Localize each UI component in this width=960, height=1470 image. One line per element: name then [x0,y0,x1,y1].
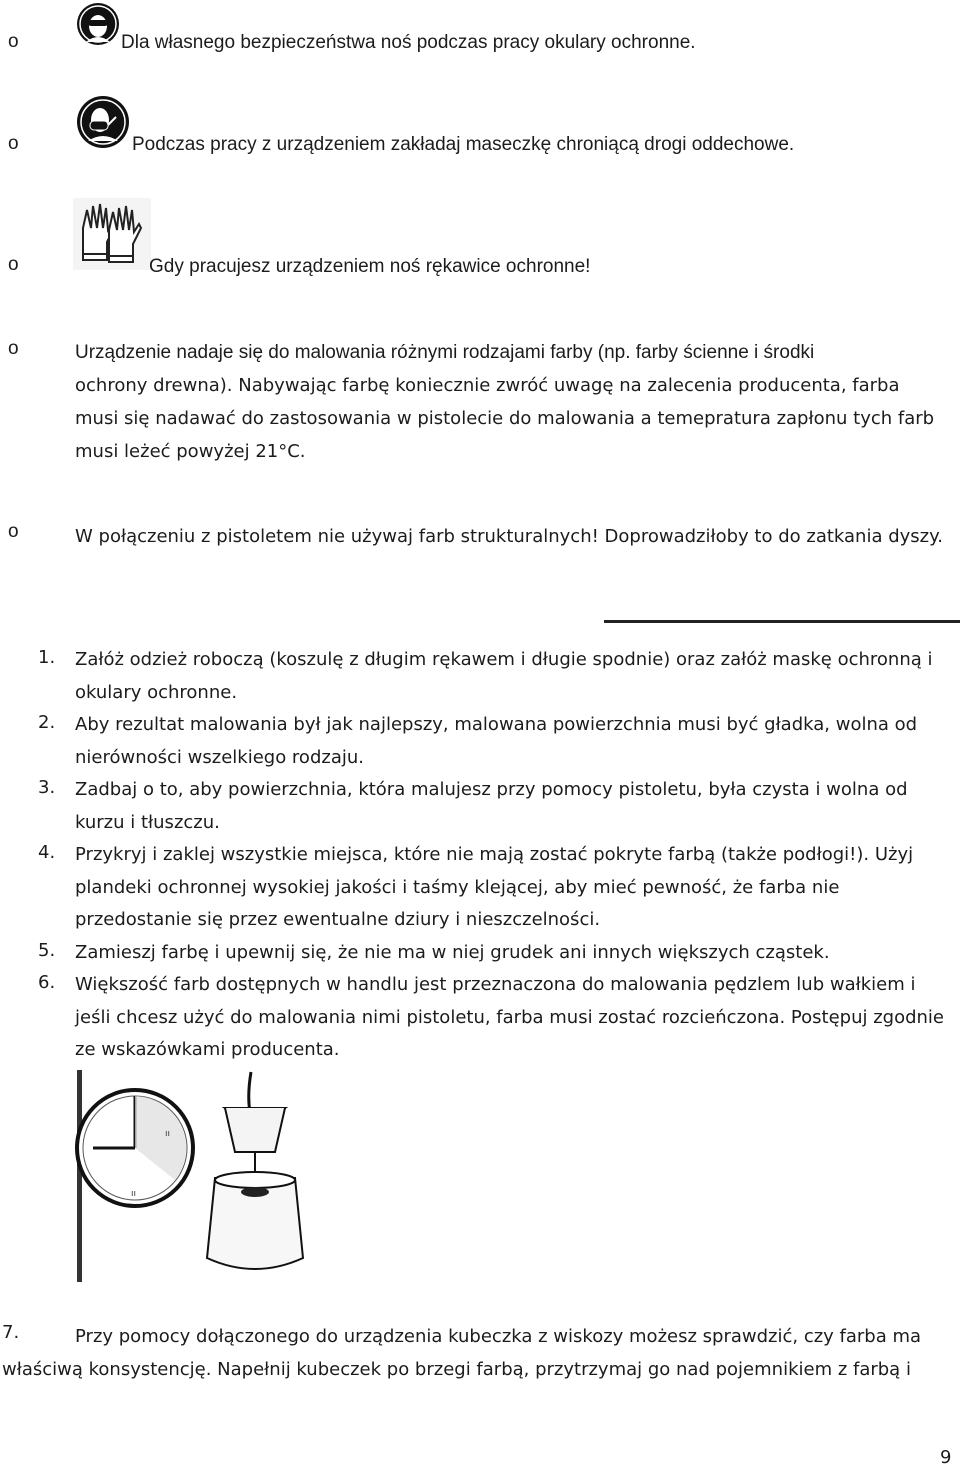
step7-line1: Przy pomocy dołączonego do urządzenia kubeczka z wiskozy możesz sprawdzić, czy farba ma [75,1326,922,1347]
step-text: Przykryj i zaklej wszystkie miejsca, które nie mają zostać pokryte farbą (także podłogi!). Użyj plandeki ochronnej wysokiej jakości i taśmy klejącej, aby mieć pewność, że farba nie przedostanie się przez ewentualne dziury i nieszczelności. [75,844,914,930]
step-text: Zadbaj o to, aby powierzchnia, która malujesz przy pomocy pistoletu, była czysta i wolna od kurzu i tłuszczu. [75,779,908,833]
mask-instruction: Podczas pracy z urządzeniem zakładaj maseczkę chroniącą drogi oddechowe. [132,134,795,155]
goggles-instruction: Dla własnego bezpieczeństwa noś podczas pracy okulary ochronne. [121,32,696,53]
step-number: 2. [38,712,56,733]
step-text: Zamieszj farbę i upewnij się, że nie ma w niej grudek ani innych większych cząstek. [75,942,830,963]
step-number: 1. [38,647,56,668]
svg-text:ıı: ıı [131,1189,137,1199]
paint-paragraph-rest: ochrony drewna). Nabywając farbę koniecznie zwróć uwagę na zalecenia producenta, farba musi się nadawać do zastosowania w pistolecie do malowania a temepratura zapłonu tych farb musi leżeć powyżej 21°C. [75,375,935,462]
step7-line2: właściwą konsystencję. Napełnij kubeczek po brzegi farbą, przytrzymaj go nad pojemnikiem z farbą i [2,1359,911,1380]
viscosity-test-illustration [75,1068,375,1291]
bullet-marker: o [8,133,19,154]
section-divider [604,620,960,623]
step-text: Aby rezultat malowania był jak najlepszy, malowana powierzchnia musi być gładka, wolna od nierówności wszelkiego rodzaju. [75,714,918,768]
gloves-instruction: Gdy pracujesz urządzeniem noś rękawice ochronne! [149,256,591,277]
step-number: 3. [38,777,56,798]
bullet-marker: o [8,521,19,542]
safety-goggles-icon [76,2,120,51]
protective-gloves-icon [73,198,151,275]
paint-paragraph-first-line: Urządzenie nadaje się do malowania różnymi rodzajami farby (np. farby ścienne i środki [75,342,815,363]
clock-icon [77,1090,193,1206]
step-text: Załóż odzież roboczą (koszulę z długim rękawem i długie spodnie) oraz załóż maskę ochronną i okulary ochronne. [75,649,933,703]
bullet-marker: o [8,254,19,275]
structural-paint-warning: W połączeniu z pistoletem nie używaj farb strukturalnych! Doprowadziłoby to do zatkania dyszy. [75,526,943,547]
step-text: Większość farb dostępnych w handlu jest przeznaczona do malowania pędzlem lub wałkiem i jeśli chcesz użyć do malowania nimi pistoletu, farba musi zostać rozcieńczona. Postępuj zgodnie ze wskazówkami producenta. [75,974,945,1060]
step-number: 6. [38,972,56,993]
step-number: 4. [38,842,56,863]
viscosity-cup-icon [207,1072,303,1269]
bullet-marker: o [8,31,19,52]
step-number: 5. [38,940,56,961]
paint-suitability-paragraph [75,336,955,468]
step-number: 7. [2,1322,20,1343]
bullet-marker: o [8,338,19,359]
page-number: 9 [940,1447,952,1468]
svg-text:ıı: ıı [165,1129,171,1139]
respirator-mask-icon [76,95,130,154]
